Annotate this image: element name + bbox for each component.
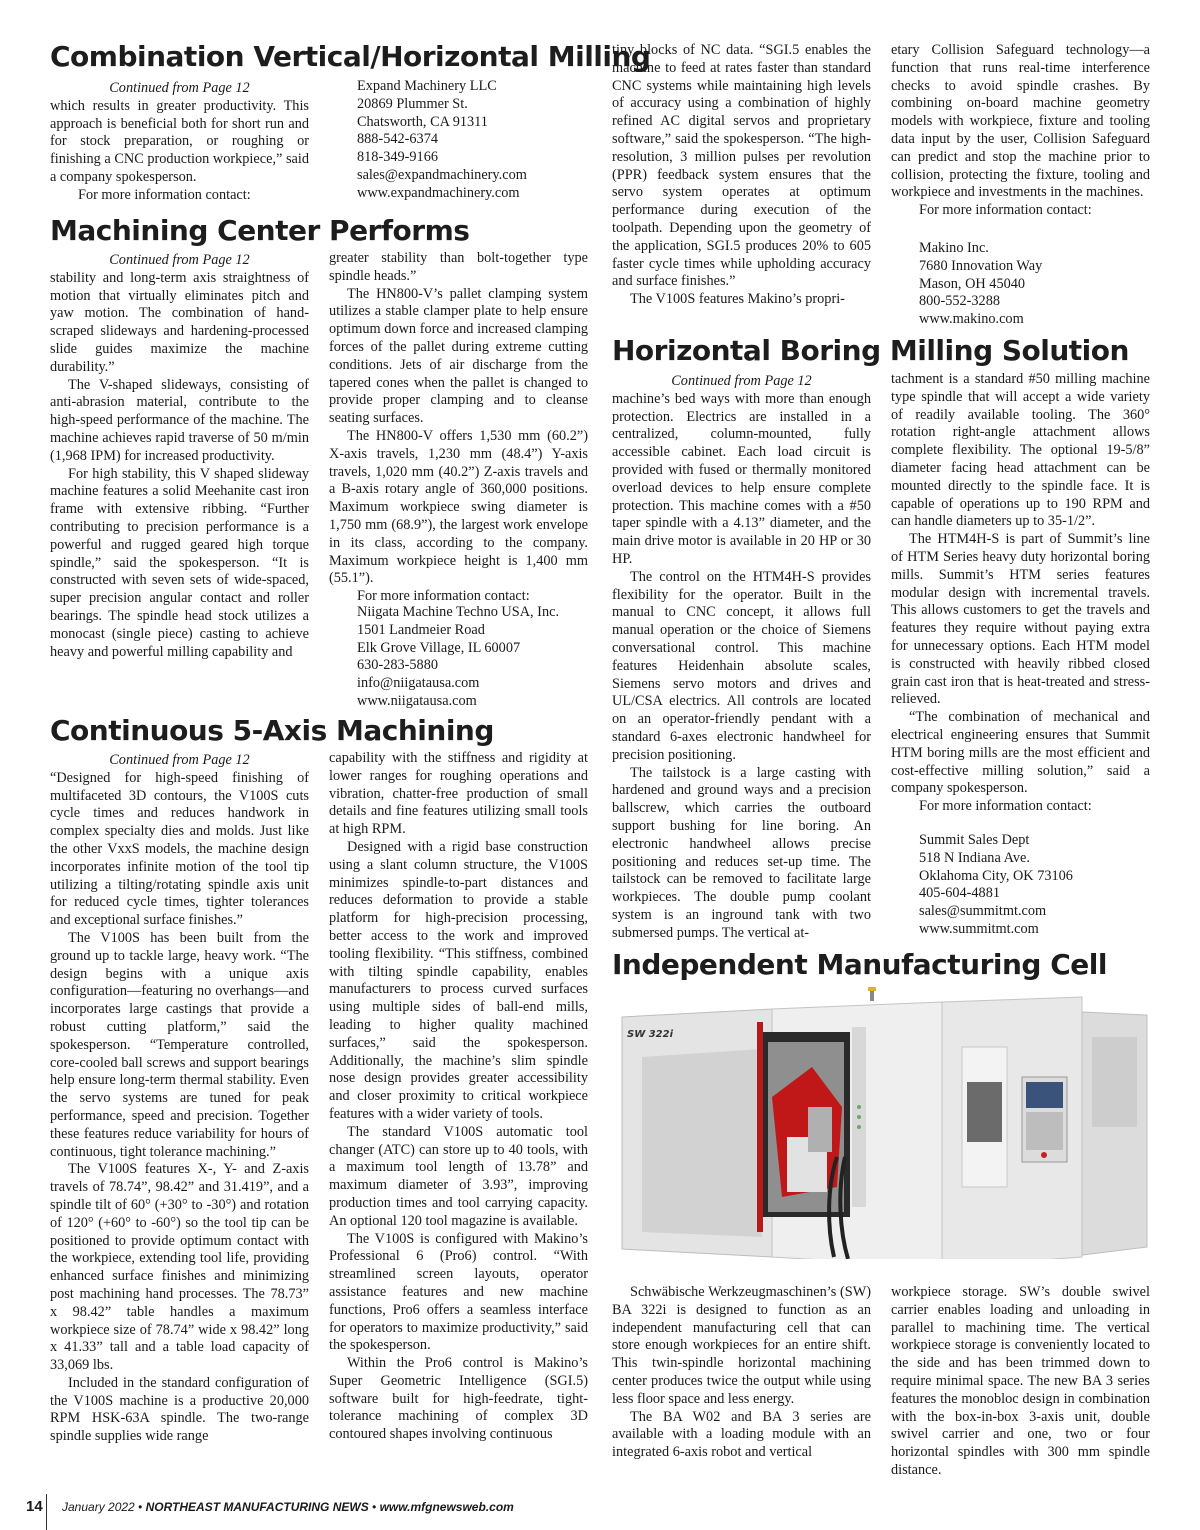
paragraph: For more information contact: <box>357 588 530 605</box>
continued-label: Continued from Page 12 <box>109 252 250 268</box>
continued-label: Continued from Page 12 <box>671 373 812 389</box>
paragraph: The V100S features Makino’s propri- <box>630 291 845 308</box>
footer-text <box>62 1500 514 1514</box>
footer-divider <box>46 1494 47 1530</box>
contact-line: 405-604-4881 <box>919 885 1001 902</box>
contact-line: Chatsworth, CA 91311 <box>357 113 488 130</box>
headline-machining-center: Machining Center Performs <box>50 214 470 247</box>
contact-line: Expand Machinery LLC <box>357 78 497 94</box>
paragraph: The standard V100S automatic tool changer (ATC) can store up to 40 tools, with a maximum tool length of 13.78” and maximum diameter of 3.93”, improving production times and tool carrying capacity. An optional 120 tool magazine is available. <box>329 1123 588 1229</box>
paragraph: The V-shaped slideways, consisting of anti-abrasion material, contribute to the high-speed performance of the machine. The machine achieves rapid traverse of 50 m/min (1,968 IPM) for increased productivity. <box>50 376 309 464</box>
machine-photo <box>612 987 1154 1274</box>
paragraph: stability and long-term axis straightness of motion that virtually eliminates pitch and yaw motion. The combination of hand-scraped slideways and hardening-processed slide guides maximize the machine durability.” <box>50 269 309 375</box>
paragraph: The HN800-V’s pallet clamping system utilizes a stable clamper plate to help ensure optimum down force and increased clamping forces of the pallet during extreme cutting conditions. Jets of air discharge from the tapered cones when the pallet is changed to provide proper clamping and to cleanse seating surfaces. <box>329 285 588 427</box>
article1-col1 <box>50 80 309 205</box>
paragraph: The V100S features X-, Y- and Z-axis travels of 78.74”, 98.42” and 31.419”, and a spindle tilt of 60° (+30° to -30°) and rotation of 120° (+60° to -60°) so the tool tip can be positioned to provide optimum contact with the workpiece, extending tool life, providing enhanced surface finishes and minimizing post machining hand processes. The 78.73” x 98.42” table handles a maximum workpiece size of 78.74” wide x 98.42” long x 41.33” tall and a table load capacity of 33,069 lbs. <box>50 1161 309 1374</box>
contact-line: Niigata Machine Techno USA, Inc. <box>357 604 560 620</box>
contact-line: sales@summitmt.com <box>919 903 1047 920</box>
headline-horizontal-boring: Horizontal Boring Milling Solution <box>612 334 1129 367</box>
headline-continuous-5-axis: Continuous 5-Axis Machining <box>50 714 494 747</box>
headline-combination-milling: Combination Vertical/Horizontal Milling <box>50 40 651 73</box>
machine-badge: SW 322i <box>627 1029 674 1040</box>
contact-line: 800-552-3288 <box>919 293 1001 310</box>
paragraph: tachment is a standard #50 milling machine type spindle that will accept a wide variety of readily available tooling. The 360° rotation right-angle attachment allows complete flexibility. The optional 19-5/8” diameter facing head attachment can be mounted directly to the spindle face. It is capable of operations up to 190 RPM and can handle diameters up to 35-1/2”. <box>891 371 1150 530</box>
article5-col1 <box>612 1284 871 1462</box>
paragraph: Included in the standard configuration of the V100S machine is a productive 20,000 RPM HSK-63A spindle. The two-range spindle supplies wide range <box>50 1374 309 1445</box>
contact-line: www.expandmachinery.com <box>357 184 520 201</box>
paragraph: The BA W02 and BA 3 series are available with a loading module with an integrated 6-axis robot and vertical <box>612 1408 871 1461</box>
contact-line: 20869 Plummer St. <box>357 95 468 112</box>
paragraph: The HN800-V offers 1,530 mm (60.2”) X-axis travels, 1,230 mm (48.4”) Y-axis travels, 1,020 mm (40.2”) Z-axis travels and a B-axis rotary angle of 360,000 positions. Maximum workpiece swing diameter is 1,750 mm (68.9”), the largest work envelope in its class, according to the company. Maximum workpiece height is 1,400 mm (55.1”). <box>329 427 588 587</box>
contact-line: sales@expandmachinery.com <box>357 166 527 183</box>
contact-line: Summit Sales Dept <box>919 832 1030 848</box>
paragraph: capability with the stiffness and rigidity at lower ranges for roughing operations and vibration, chatter-free production of small details and fine features utilizing small tools at high RPM. <box>329 750 588 838</box>
footer-separator: • <box>368 1500 380 1514</box>
footer-publication: NORTHEAST MANUFACTURING NEWS <box>145 1500 369 1514</box>
article2-col1 <box>50 252 309 661</box>
contact-line: www.summitmt.com <box>919 920 1039 937</box>
page-footer <box>0 1494 1200 1530</box>
paragraph: The HTM4H-S is part of Summit’s line of HTM Series heavy duty horizontal boring mills. Summit’s HTM series features modular design with incremental travels. This allows customers to get the travels and features they require without paying extra for unnecessary options. Each HTM model is constructed with heavily ribbed closed grain cast iron that is heat-treated and stress-relieved. <box>891 531 1150 708</box>
article3-col3 <box>612 42 871 309</box>
contact-line: 630-283-5880 <box>357 657 439 674</box>
footer-issue: January 2022 • <box>62 1500 146 1514</box>
contact-line: 7680 Innovation Way <box>919 257 1043 274</box>
article4-col2 <box>891 371 1150 816</box>
headline-independent-cell: Independent Manufacturing Cell <box>612 948 1107 981</box>
contact-line: 888-542-6374 <box>357 131 439 148</box>
paragraph: The tailstock is a large casting with hardened and ground ways and a precision ballscrew, which carries the outboard support bushing for line boring. An electronic handwheel allows precise positioning and reduces set-up time. The tailstock can be removed to facilitate large workpieces. The double pump coolant system is an inground tank with two submersed pumps. The vertical at- <box>612 764 871 941</box>
paragraph: For high stability, this V shaped slideway machine features a solid Meehanite cast iron frame with extensive ribbing. “Further contributing to precision performance is a powerful and rugged geared high torque spindle,” said the spokesperson. “It is constructed with seven sets of wide-spaced, super precision angular contact and roller bearings. The spindle head stock utilizes a monocast (single piece) casting to achieve heavy and powerful milling capability and <box>50 465 309 660</box>
contact-line: Mason, OH 45040 <box>919 275 1026 292</box>
continued-label: Continued from Page 12 <box>109 752 250 768</box>
paragraph: For more information contact: <box>919 798 1092 815</box>
contact-line: Elk Grove Village, IL 60007 <box>357 639 521 656</box>
footer-url: www.mfgnewsweb.com <box>379 1500 514 1514</box>
paragraph: Schwäbische Werkzeugmaschinen’s (SW) BA 322i is designed to function as an independent manufacturing cell that can store enough workpieces for an entire shift. This twin-spindle horizontal machining center produces twice the output while using less floor space and less energy. <box>612 1284 871 1407</box>
article3-col2 <box>329 750 588 1444</box>
article3-contact <box>919 240 1042 329</box>
paragraph: machine’s bed ways with more than enough protection. Electrics are installed in a centralized, column-mounted, fully accessible cabinet. Each load circuit is provided with fused or thermally monitored overload devices to help ensure complete protection. This machine comes with a #50 taper spindle with a 4.13” diameter, and the main drive motor is available in 20 HP or 30 HP. <box>612 390 871 567</box>
paragraph: The V100S has been built from the ground up to tackle large, heavy work. “The design begins with a unique axis configuration—featuring no overhangs—and incorporates large castings that provide a robust cutting platform,” said the spokesperson. “Temperature controlled, core-cooled ball screws and support bearings help ensure long-term thermal stability. Even the servo systems are tuned for peak performance, speed and precision. Together these features reduce variability for hours of continuous, tight tolerance machining.” <box>50 929 309 1160</box>
paragraph: The V100S is configured with Makino’s Professional 6 (Pro6) control. “With streamlined screen layouts, operator assistance features and new machine functions, Pro6 offers a seamless interface for operators to maximize productivity,” said the spokesperson. <box>329 1230 588 1354</box>
paragraph: workpiece storage. SW’s double swivel carrier enables loading and unloading in parallel to machining time. The vertical workpiece storage is conveniently located to the side and has been trimmed down to require minimal space. The new BA 3 series features the monobloc design in combination with the box-in-box 3-axis unit, double swivel carrier and one, two or four horizontal spindles with 300 mm spindle distance. <box>891 1284 1150 1478</box>
article5-col2 <box>891 1284 1150 1480</box>
contact-line: www.makino.com <box>919 311 1024 328</box>
paragraph: For more information contact: <box>919 202 1092 219</box>
article3-col4 <box>891 42 1150 220</box>
contact-line: 818-349-9166 <box>357 149 439 166</box>
contact-line: www.niigatausa.com <box>357 692 477 709</box>
paragraph: Within the Pro6 control is Makino’s Super Geometric Intelligence (SGI.5) software built for high-feedrate, tight-tolerance machining of complex 3D contoured shapes involving continuous <box>329 1355 588 1443</box>
article1-contact <box>357 78 527 203</box>
article4-contact <box>919 832 1073 939</box>
page-number: 14 <box>26 1498 43 1515</box>
paragraph: For more information contact: <box>78 186 251 203</box>
article2-contact <box>357 604 559 711</box>
paragraph: etary Collision Safeguard technology—a function that runs real-time interference checks to avoid spindle crashes. By combining on-board machine geometry models with workpiece, fixture and tooling data input by the user, Collision Safeguard can predict and stop the machine prior to collision, protecting the fixture, tooling and workpiece and investments in the machines. <box>891 42 1150 201</box>
paragraph: which results in greater productivity. This approach is beneficial both for short run and for stock preparation, or roughing or finishing a CNC production workpiece,” said a company spokesperson. <box>50 97 309 185</box>
contact-line: 518 N Indiana Ave. <box>919 849 1030 866</box>
contact-line: Makino Inc. <box>919 240 989 256</box>
paragraph: “The combination of mechanical and electrical engineering ensures that Summit HTM boring mills are the most efficient and cost-effective milling solution,” said a company spokesperson. <box>891 709 1150 797</box>
paragraph: Designed with a rigid base construction using a slant column structure, the V100S minimizes spindle-to-part distances and reduces deformation to provide a stable platform for high-precision processing, better access to the work and improved tooling flexibility. “This stiffness, combined with tilting spindle capability, enables manufacturers to process curved surfaces using multiple sides of ball-end mills, leading to higher quality machined surfaces,” said the spokesperson. Additionally, the machine’s slim spindle nose design provides greater accessibility and closer proximity to critical workpiece features with a wider variety of tools. <box>329 838 588 1122</box>
paragraph: greater stability than bolt-together type spindle heads.” <box>329 250 588 284</box>
article4-col1 <box>612 373 871 943</box>
contact-line: 1501 Landmeier Road <box>357 621 485 638</box>
article3-col1 <box>50 752 309 1446</box>
paragraph: The control on the HTM4H-S provides flexibility for the operator. Built in the manual to CNC concept, it allows full manual operation or the choice of Siemens conversational control. This machine features Heidenhain absolute scales, Siemens servo motors and drives and UL/CSA electrics. All controls are located on an operator-friendly pendant with a standard 6-axes electronic handwheel for precision positioning. <box>612 568 871 763</box>
contact-line: info@niigatausa.com <box>357 675 480 692</box>
paragraph: tiny blocks of NC data. “SGI.5 enables the machine to feed at rates faster than standard CNC systems while maintaining high levels of accuracy using a combination of highly refined AC digital servos and proprietary software,” said the spokesperson. “The high-resolution, 3 million pulses per revolution (PPR) feedback system ensures that the servo system operates at optimum performance during execution of the toolpath. Depending upon the geometry of the application, SGI.5 produces 20% to 605 faster cycle times while upholding accuracy and surface finishes.” <box>612 42 871 290</box>
article2-col2 <box>329 250 588 606</box>
machine-illustration <box>612 987 1154 1274</box>
paragraph: “Designed for high-speed finishing of multifaceted 3D contours, the V100S cuts cycle times and reduces handwork in complex specialty dies and molds. Just like the other VxxS models, the machine design incorporates infinite motion of the tool tip utilizing a tilting/rotating spindle axis unit for reduced cycle times, tighter tolerances and exceptional surface finishes.” <box>50 769 309 929</box>
continued-label: Continued from Page 12 <box>109 80 250 96</box>
contact-line: Oklahoma City, OK 73106 <box>919 867 1073 884</box>
